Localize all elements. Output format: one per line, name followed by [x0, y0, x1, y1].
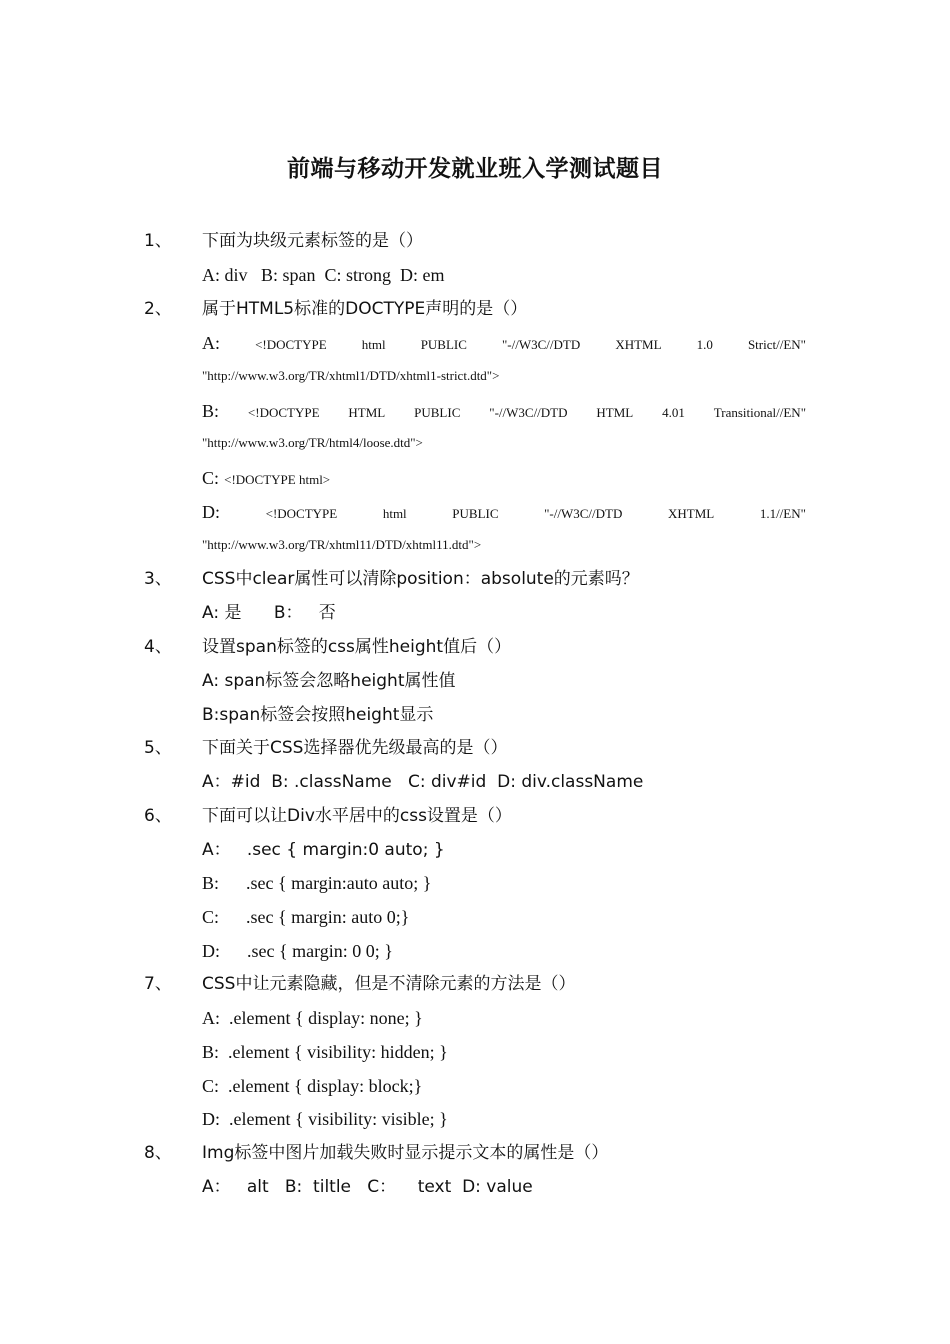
option-token: Strict//EN": [747, 337, 806, 352]
question-number: 4、: [144, 637, 172, 657]
question-text: 属于HTML5标准的DOCTYPE声明的是（）: [202, 299, 528, 319]
option-url: "http://www.w3.org/TR/xhtml1/DTD/xhtml1-strict.dtd">: [202, 368, 500, 383]
question-option-a: A: span标签会忽略height属性值: [202, 671, 456, 691]
option-token: html: [382, 506, 407, 521]
option-label: D:: [202, 502, 220, 522]
option-label: A:: [202, 333, 220, 353]
option-token: XHTML: [615, 337, 662, 352]
option-token: XHTML: [667, 506, 715, 521]
page-title: 前端与移动开发就业班入学测试题目: [287, 156, 663, 182]
option-label: B:: [202, 401, 220, 421]
option-token: Transitional//EN": [713, 405, 806, 420]
doctype-option-d: [202, 502, 806, 524]
question-number: 7、: [144, 974, 172, 994]
option-url: "http://www.w3.org/TR/html4/loose.dtd">: [202, 435, 423, 450]
question-number: 1、: [144, 231, 172, 251]
option-token: <!DOCTYPE html>: [224, 472, 331, 487]
question-text: CSS中让元素隐藏，但是不清除元素的方法是（）: [202, 974, 576, 994]
question-options: A：#id B: .className C: div#id D: div.className: [202, 772, 644, 792]
question-text: 设置span标签的css属性height值后（）: [202, 637, 512, 657]
option-label: C:: [202, 468, 220, 488]
option-token: "-//W3C//DTD: [489, 405, 568, 420]
option-token: <!DOCTYPE: [265, 506, 338, 521]
option-token: 1.0: [696, 337, 713, 352]
option-token: "-//W3C//DTD: [502, 337, 581, 352]
option-token: PUBLIC: [414, 405, 461, 420]
question-option-b: B:span标签会按照height显示: [202, 705, 434, 725]
question-number: 2、: [144, 299, 172, 319]
question-option-b: B: .sec { margin:auto auto; }: [202, 873, 432, 893]
question-options: A： alt B: tiltle C： text D: value: [202, 1177, 533, 1197]
question-option-c: C: .sec { margin: auto 0;}: [202, 907, 410, 927]
question-number: 5、: [144, 738, 172, 758]
question-option-b: B: .element { visibility: hidden; }: [202, 1042, 448, 1062]
question-options: A: 是 B： 否: [202, 603, 336, 623]
option-token: PUBLIC: [420, 337, 467, 352]
doctype-option-b: [202, 401, 806, 423]
question-text: 下面为块级元素标签的是（）: [202, 231, 423, 251]
question-option-c: C: .element { display: block;}: [202, 1076, 423, 1096]
question-option-d: D: .sec { margin: 0 0; }: [202, 941, 393, 961]
option-token: PUBLIC: [452, 506, 499, 521]
option-token: HTML: [348, 405, 386, 420]
option-token: 1.1//EN": [759, 506, 806, 521]
option-token: 4.01: [662, 405, 685, 420]
option-token: html: [361, 337, 386, 352]
question-option-a: A: .element { display: none; }: [202, 1008, 423, 1028]
question-option-d: D: .element { visibility: visible; }: [202, 1109, 448, 1129]
question-number: 8、: [144, 1143, 172, 1163]
question-option-a: A： .sec { margin:0 auto; }: [202, 840, 445, 860]
option-token: <!DOCTYPE: [255, 337, 327, 352]
question-number: 6、: [144, 806, 172, 826]
option-token: "-//W3C//DTD: [544, 506, 623, 521]
doctype-option-c: [202, 468, 330, 490]
question-number: 3、: [144, 569, 172, 589]
option-token: HTML: [596, 405, 634, 420]
option-token: <!DOCTYPE: [247, 405, 320, 420]
option-url: "http://www.w3.org/TR/xhtml11/DTD/xhtml11.dtd">: [202, 537, 482, 552]
question-text: Img标签中图片加载失败时显示提示文本的属性是（）: [202, 1143, 609, 1163]
question-text: CSS中clear属性可以清除position：absolute的元素吗？: [202, 569, 639, 589]
question-text: 下面关于CSS选择器优先级最高的是（）: [202, 738, 508, 758]
question-text: 下面可以让Div水平居中的css设置是（）: [202, 806, 512, 826]
question-options: A: div B: span C: strong D: em: [202, 265, 445, 285]
doctype-option-a: [202, 333, 806, 355]
